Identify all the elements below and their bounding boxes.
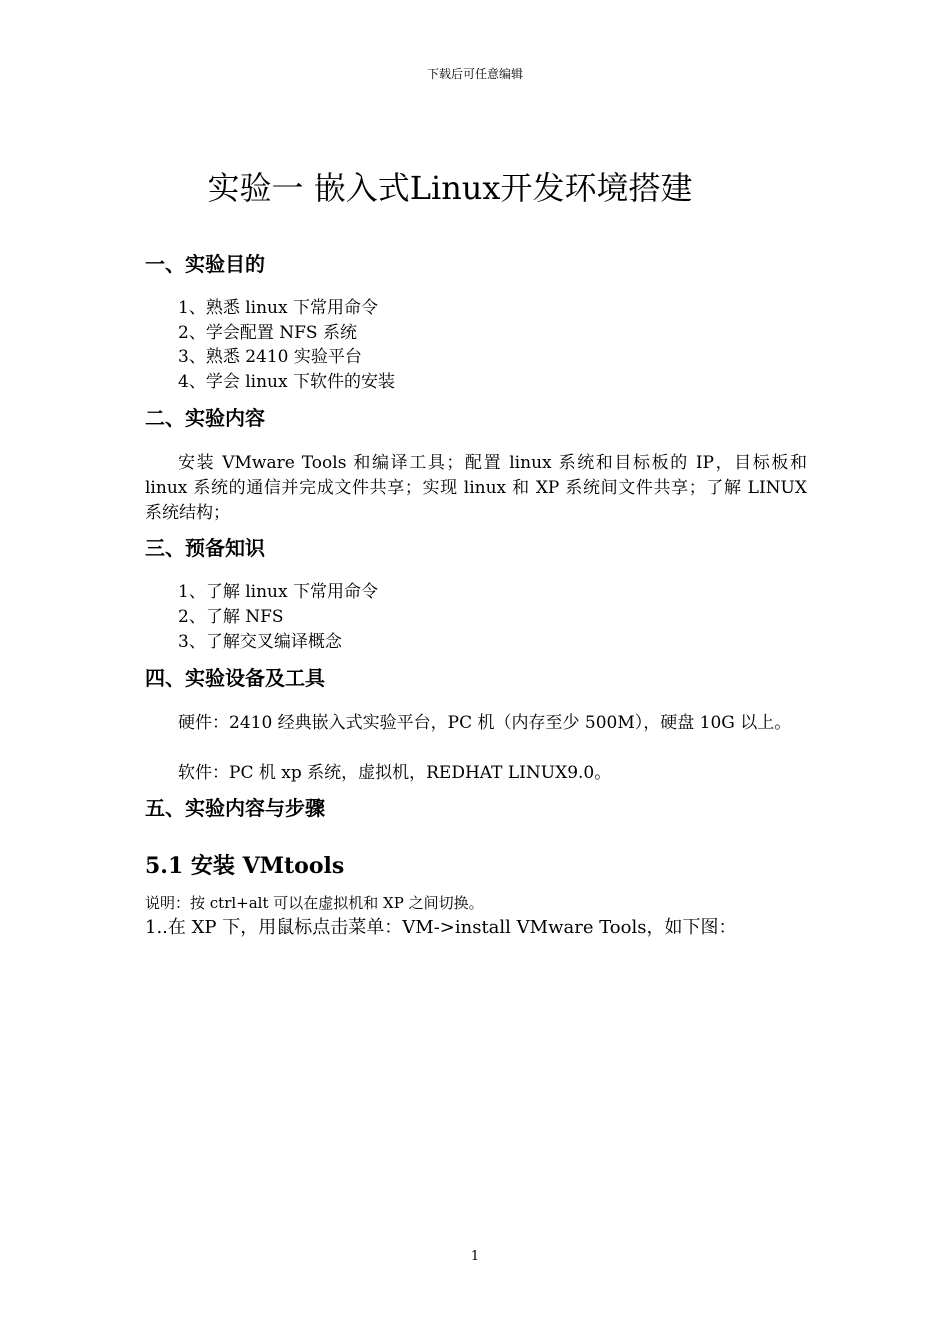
list-item: 2、了解 NFS <box>178 607 284 627</box>
section-heading-steps: 五、实验内容与步骤 <box>145 796 325 820</box>
section-heading-content: 二、实验内容 <box>145 406 265 430</box>
list-item: 2、学会配置 NFS 系统 <box>178 323 357 343</box>
page-number: 1 <box>470 1249 480 1264</box>
content-paragraph: 安装 VMware Tools 和编译工具；配置 linux 系统和目标板的 IP，目标板和 linux 系统的通信并完成文件共享；实现 linux 和 XP 系统间文件共享；了解 LINUX 系统结构； <box>145 453 807 523</box>
section-heading-prerequisites: 三、预备知识 <box>145 536 265 560</box>
step-text: 1..在 XP 下，用鼠标点击菜单：VM->install VMware Tools，如下图： <box>145 917 737 938</box>
document-title: 实验一 嵌入式Linux开发环境搭建 <box>207 169 693 207</box>
list-item: 3、了解交叉编译概念 <box>178 632 342 652</box>
subsection-heading: 5.1 安装 VMtools <box>145 853 345 879</box>
page-header: 下载后可任意编辑 <box>426 67 523 81</box>
note-text: 说明：按 ctrl+alt 可以在虚拟机和 XP 之间切换。 <box>145 894 484 912</box>
hardware-paragraph: 硬件：2410 经典嵌入式实验平台，PC 机（内存至少 500M），硬盘 10G 以上。 <box>178 713 792 733</box>
software-paragraph: 软件：PC 机 xp 系统，虚拟机，REDHAT LINUX9.0。 <box>178 763 612 783</box>
list-item: 1、熟悉 linux 下常用命令 <box>178 298 378 318</box>
list-item: 3、熟悉 2410 实验平台 <box>178 347 362 367</box>
list-item: 1、了解 linux 下常用命令 <box>178 582 378 602</box>
section-heading-objectives: 一、实验目的 <box>145 252 265 276</box>
section-heading-equipment: 四、实验设备及工具 <box>145 666 325 690</box>
list-item: 4、学会 linux 下软件的安装 <box>178 372 395 392</box>
